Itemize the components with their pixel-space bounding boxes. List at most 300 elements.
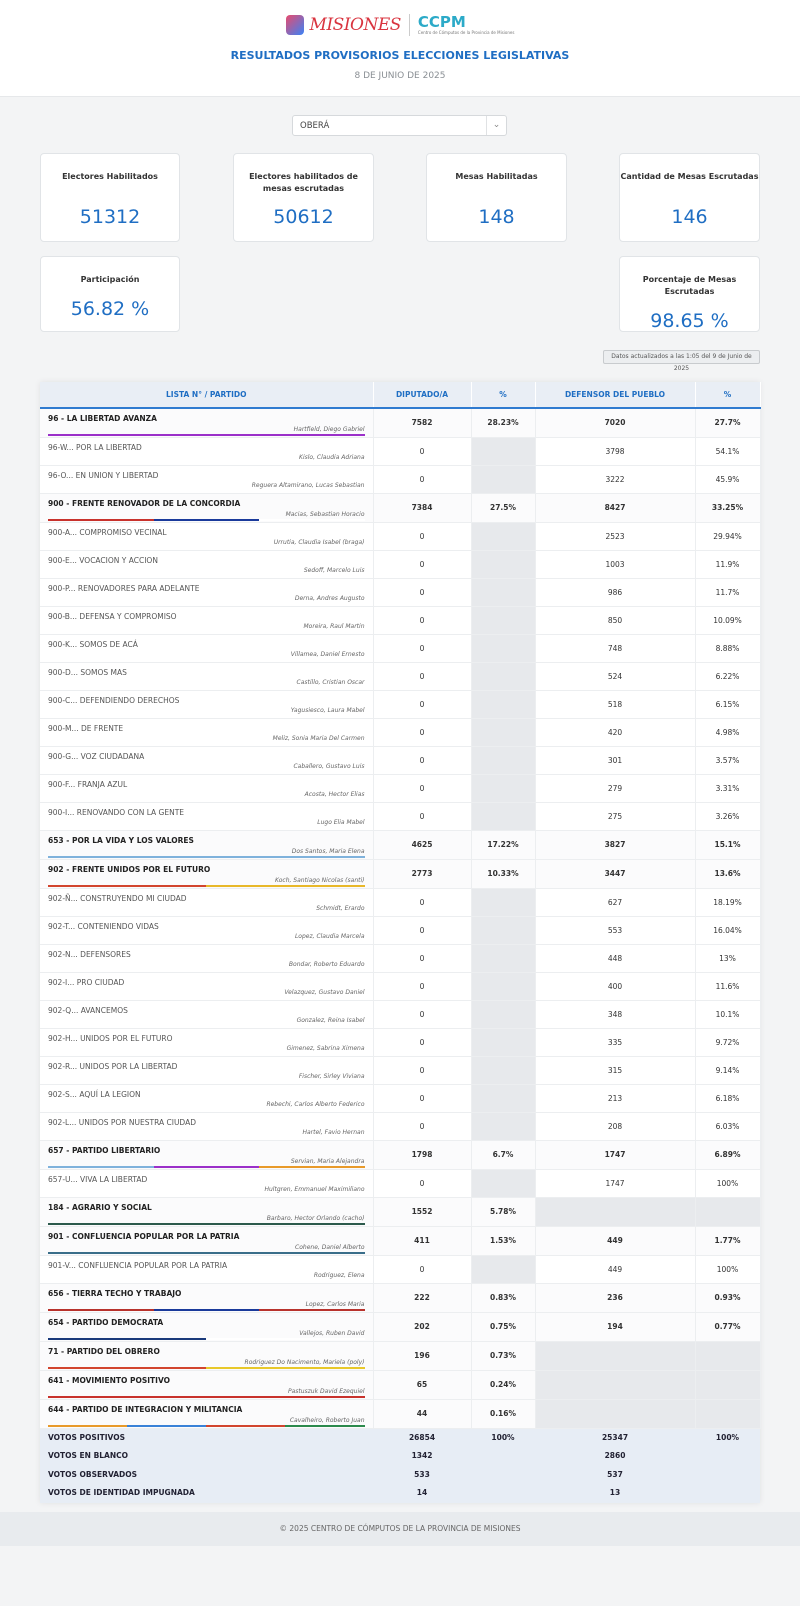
- defensor-pct: 3.57%: [695, 746, 760, 774]
- diputado-votes: 0: [373, 746, 471, 774]
- defensor-votes: 315: [535, 1056, 695, 1084]
- defensor-votes: 3222: [535, 465, 695, 493]
- card-value: 50612: [273, 206, 334, 228]
- candidate-name: Lopez, Claudia Marcela: [294, 932, 365, 940]
- results-table: [40, 382, 760, 1503]
- diputado-pct: [471, 944, 535, 972]
- diputado-votes: 1552: [373, 1197, 471, 1226]
- defensor-votes: 208: [535, 1112, 695, 1140]
- diputado-votes: 0: [373, 1084, 471, 1112]
- sublist-row: [40, 1112, 760, 1140]
- defensor-pct: 8.88%: [695, 634, 760, 662]
- party-cell: [40, 830, 373, 859]
- sublist-row: [40, 550, 760, 578]
- party-name: 657 - PARTIDO LIBERTARIO: [48, 1145, 161, 1155]
- card-label: Electores habilitados de mesas escrutadas: [249, 172, 358, 193]
- misiones-logo-icon: [286, 15, 304, 35]
- sublist-row: [40, 522, 760, 550]
- sublist-row: [40, 774, 760, 802]
- diputado-pct: [471, 774, 535, 802]
- defensor-pct: 1.77%: [695, 1226, 760, 1255]
- candidate-name: Yagusiesco, Laura Mabel: [290, 706, 365, 714]
- sublist-row: [40, 465, 760, 493]
- diputado-pct: [471, 972, 535, 1000]
- card-mesas-habilitadas: [426, 153, 567, 242]
- defensor-pct: [695, 1399, 760, 1428]
- diputado-pct: [471, 465, 535, 493]
- defensor-pct: 10.09%: [695, 606, 760, 634]
- sublist-row: [40, 662, 760, 690]
- party-name: 902-I... PRO CIUDAD: [48, 977, 125, 987]
- totals-defensor-pct: 100%: [695, 1428, 760, 1447]
- candidate-name: Fischer, Sirley Viviana: [298, 1072, 365, 1080]
- party-row: [40, 1226, 760, 1255]
- candidate-name: Reguera Altamirano, Lucas Sebastian: [251, 481, 365, 489]
- diputado-votes: 0: [373, 578, 471, 606]
- card-label: Porcentaje de Mesas Escrutadas: [642, 275, 737, 296]
- diputado-pct: [471, 1028, 535, 1056]
- defensor-pct: 15.1%: [695, 830, 760, 859]
- party-row: [40, 830, 760, 859]
- candidate-name: Kislo, Claudia Adriana: [299, 453, 365, 461]
- party-name: 902-L... UNIDOS POR NUESTRA CIUDAD: [48, 1117, 196, 1127]
- party-row: [40, 1197, 760, 1226]
- party-name: 902-R... UNIDOS POR LA LIBERTAD: [48, 1061, 178, 1071]
- totals-defensor: 537: [535, 1465, 695, 1484]
- party-cell: [40, 522, 373, 550]
- party-row: [40, 1140, 760, 1169]
- candidate-name: Castillo, Cristian Oscar: [296, 678, 365, 686]
- diputado-votes: 0: [373, 802, 471, 830]
- party-name: 902-T... CONTENIENDO VIDAS: [48, 921, 159, 931]
- party-cell: [40, 1312, 373, 1341]
- diputado-votes: 0: [373, 606, 471, 634]
- party-color-bar: [48, 519, 365, 521]
- diputado-pct: [471, 1112, 535, 1140]
- party-cell: [40, 1341, 373, 1370]
- diputado-votes: 44: [373, 1399, 471, 1428]
- party-name: 96-O... EN UNION Y LIBERTAD: [48, 470, 159, 480]
- party-name: 900-F... FRANJA AZUL: [48, 779, 128, 789]
- diputado-votes: 0: [373, 718, 471, 746]
- candidate-name: Moreira, Raul Martin: [303, 622, 365, 630]
- ccpm-brand-sub: Centro de Cómputos de la Provincia de Misiones: [417, 30, 515, 35]
- diputado-votes: 0: [373, 1000, 471, 1028]
- totals-defensor-pct: [695, 1465, 760, 1484]
- diputado-votes: 1798: [373, 1140, 471, 1169]
- defensor-pct: 45.9%: [695, 465, 760, 493]
- candidate-name: Hultgren, Emmanuel Maximiliano: [264, 1185, 365, 1193]
- diputado-pct: 0.24%: [471, 1370, 535, 1399]
- card-value: 148: [478, 206, 515, 228]
- diputado-pct: 10.33%: [471, 859, 535, 888]
- party-row: [40, 1312, 760, 1341]
- party-cell: [40, 1399, 373, 1428]
- updated-badge: Datos actualizados a las 1:05 del 9 de Junio de 2025: [603, 350, 760, 364]
- diputado-votes: 7384: [373, 493, 471, 522]
- party-name: 900-G... VOZ CIUDADANA: [48, 751, 145, 761]
- defensor-pct: 6.89%: [695, 1140, 760, 1169]
- defensor-pct: 6.03%: [695, 1112, 760, 1140]
- sublist-row: [40, 578, 760, 606]
- defensor-votes: [535, 1197, 695, 1226]
- defensor-pct: 54.1%: [695, 437, 760, 465]
- party-name: 654 - PARTIDO DEMOCRATA: [48, 1317, 164, 1327]
- defensor-pct: 6.22%: [695, 662, 760, 690]
- party-cell: [40, 578, 373, 606]
- defensor-pct: 100%: [695, 1169, 760, 1197]
- diputado-pct: [471, 550, 535, 578]
- diputado-votes: 0: [373, 465, 471, 493]
- party-name: 644 - PARTIDO DE INTEGRACION Y MILITANCIA: [48, 1404, 243, 1414]
- diputado-votes: 0: [373, 774, 471, 802]
- party-name: 657-U... VIVA LA LIBERTAD: [48, 1174, 148, 1184]
- candidate-name: Gonzalez, Reina Isabel: [296, 1016, 365, 1024]
- party-color-bar: [48, 1338, 365, 1340]
- party-name: 900-I... RENOVANDO CON LA GENTE: [48, 807, 185, 817]
- page-title: RESULTADOS PROVISORIOS ELECCIONES LEGISLATIVAS: [230, 49, 570, 62]
- defensor-pct: 0.93%: [695, 1283, 760, 1312]
- ccpm-logo: [418, 15, 515, 35]
- defensor-votes: 1747: [535, 1169, 695, 1197]
- header-pct-diputado: %: [471, 382, 535, 408]
- defensor-votes: 627: [535, 888, 695, 916]
- party-name: 900 - FRENTE RENOVADOR DE LA CONCORDIA: [48, 498, 241, 508]
- card-porcentaje-mesas: [619, 256, 760, 332]
- diputado-votes: 0: [373, 1112, 471, 1140]
- party-color-bar: [48, 885, 365, 887]
- defensor-votes: 1747: [535, 1140, 695, 1169]
- candidate-name: Dos Santos, Maria Elena: [291, 847, 365, 855]
- card-label: Cantidad de Mesas Escrutadas: [620, 172, 759, 181]
- defensor-votes: 279: [535, 774, 695, 802]
- diputado-pct: 0.16%: [471, 1399, 535, 1428]
- defensor-pct: [695, 1197, 760, 1226]
- defensor-votes: 301: [535, 746, 695, 774]
- defensor-pct: [695, 1370, 760, 1399]
- sublist-row: [40, 802, 760, 830]
- party-cell: [40, 944, 373, 972]
- defensor-pct: 6.15%: [695, 690, 760, 718]
- party-name: 902-Q... AVANCEMOS: [48, 1005, 128, 1015]
- candidate-name: Macias, Sebastian Horacio: [285, 510, 365, 518]
- page-date: 8 DE JUNIO DE 2025: [354, 71, 446, 81]
- party-name: 900-K... SOMOS DE ACÁ: [48, 639, 138, 649]
- defensor-votes: 400: [535, 972, 695, 1000]
- sublist-row: [40, 1169, 760, 1197]
- diputado-votes: 65: [373, 1370, 471, 1399]
- diputado-votes: 0: [373, 690, 471, 718]
- card-value: 98.65 %: [650, 310, 729, 332]
- defensor-votes: 236: [535, 1283, 695, 1312]
- card-mesas-escrutadas: [619, 153, 760, 242]
- totals-label: VOTOS DE IDENTIDAD IMPUGNADA: [40, 1484, 373, 1503]
- diputado-votes: 4625: [373, 830, 471, 859]
- party-row: [40, 1341, 760, 1370]
- diputado-pct: [471, 634, 535, 662]
- party-cell: [40, 634, 373, 662]
- party-row: [40, 1399, 760, 1428]
- defensor-pct: 11.7%: [695, 578, 760, 606]
- sublist-row: [40, 437, 760, 465]
- diputado-votes: 0: [373, 1056, 471, 1084]
- card-value: 56.82 %: [70, 298, 150, 320]
- defensor-votes: 335: [535, 1028, 695, 1056]
- candidate-name: Meliz, Sonia Maria Del Carmen: [272, 734, 365, 742]
- party-row: [40, 1370, 760, 1399]
- candidate-name: Lopez, Carlos Maria: [305, 1300, 365, 1308]
- party-name: 902-S... AQUÍ LA LEGION: [48, 1089, 141, 1099]
- defensor-votes: 2523: [535, 522, 695, 550]
- defensor-votes: 420: [535, 718, 695, 746]
- candidate-name: Caballero, Gustavo Luis: [293, 762, 365, 770]
- diputado-votes: 222: [373, 1283, 471, 1312]
- party-color-bar: [48, 1309, 365, 1311]
- defensor-votes: 1003: [535, 550, 695, 578]
- candidate-name: Servian, Maria Alejandra: [290, 1157, 365, 1165]
- candidate-name: Villamea, Daniel Ernesto: [290, 650, 365, 658]
- defensor-pct: 13%: [695, 944, 760, 972]
- department-select[interactable]: [292, 115, 507, 136]
- totals-row: [40, 1428, 760, 1447]
- totals-diputado-pct: [471, 1484, 535, 1503]
- diputado-pct: 1.53%: [471, 1226, 535, 1255]
- defensor-pct: 9.72%: [695, 1028, 760, 1056]
- logo-text: MISIONES: [309, 15, 401, 35]
- diputado-votes: 196: [373, 1341, 471, 1370]
- party-cell: [40, 465, 373, 493]
- sublist-row: [40, 746, 760, 774]
- diputado-pct: 17.22%: [471, 830, 535, 859]
- defensor-pct: 29.94%: [695, 522, 760, 550]
- defensor-votes: [535, 1370, 695, 1399]
- diputado-votes: 0: [373, 522, 471, 550]
- candidate-name: Velazquez, Gustavo Daniel: [284, 988, 365, 996]
- defensor-votes: 518: [535, 690, 695, 718]
- diputado-votes: 0: [373, 916, 471, 944]
- diputado-pct: 0.75%: [471, 1312, 535, 1341]
- defensor-pct: 3.26%: [695, 802, 760, 830]
- candidate-name: Vallejos, Ruben David: [299, 1329, 365, 1337]
- party-name: 96-W... POR LA LIBERTAD: [48, 442, 142, 452]
- sublist-row: [40, 1028, 760, 1056]
- party-name: 900-M... DE FRENTE: [48, 723, 124, 733]
- party-color-bar: [48, 1396, 365, 1398]
- defensor-votes: [535, 1341, 695, 1370]
- party-cell: [40, 1283, 373, 1312]
- defensor-pct: 11.9%: [695, 550, 760, 578]
- party-row: [40, 1283, 760, 1312]
- defensor-votes: 194: [535, 1312, 695, 1341]
- chevron-down-icon[interactable]: ⌄: [486, 116, 506, 135]
- defensor-votes: 748: [535, 634, 695, 662]
- diputado-pct: [471, 606, 535, 634]
- party-cell: [40, 690, 373, 718]
- defensor-pct: 18.19%: [695, 888, 760, 916]
- defensor-votes: 7020: [535, 408, 695, 437]
- candidate-name: Lugo Elia Mabel: [317, 818, 365, 826]
- candidate-name: Hartfield, Diego Gabriel: [293, 425, 365, 433]
- logo: [0, 12, 800, 38]
- party-name: 901-V... CONFLUENCIA POPULAR POR LA PATRIA: [48, 1260, 228, 1270]
- party-row: [40, 859, 760, 888]
- party-cell: [40, 1056, 373, 1084]
- defensor-pct: 16.04%: [695, 916, 760, 944]
- department-select-value: OBERÁ: [300, 121, 330, 131]
- party-color-bar: [48, 1223, 365, 1225]
- candidate-name: Derna, Andres Augusto: [294, 594, 365, 602]
- diputado-pct: [471, 578, 535, 606]
- defensor-votes: 8427: [535, 493, 695, 522]
- diputado-votes: 411: [373, 1226, 471, 1255]
- defensor-pct: 10.1%: [695, 1000, 760, 1028]
- totals-defensor: 13: [535, 1484, 695, 1503]
- sublist-row: [40, 606, 760, 634]
- diputado-votes: 0: [373, 1255, 471, 1283]
- defensor-pct: 27.7%: [695, 408, 760, 437]
- party-cell: [40, 774, 373, 802]
- defensor-votes: 449: [535, 1226, 695, 1255]
- defensor-pct: 9.14%: [695, 1056, 760, 1084]
- header: [0, 0, 800, 97]
- candidate-name: Barbaro, Hector Orlando (cacho): [266, 1214, 365, 1222]
- party-cell: [40, 1197, 373, 1226]
- defensor-votes: [535, 1399, 695, 1428]
- sublist-row: [40, 634, 760, 662]
- defensor-pct: 0.77%: [695, 1312, 760, 1341]
- party-name: 71 - PARTIDO DEL OBRERO: [48, 1346, 160, 1356]
- card-label: Participación: [80, 275, 140, 284]
- diputado-pct: [471, 522, 535, 550]
- totals-row: [40, 1484, 760, 1503]
- diputado-votes: 0: [373, 550, 471, 578]
- party-cell: [40, 1028, 373, 1056]
- diputado-pct: [471, 1255, 535, 1283]
- candidate-name: Urrutia, Claudia Isabel (braga): [273, 538, 365, 546]
- sublist-row: [40, 1255, 760, 1283]
- card-electores-mesas-escrutadas: [233, 153, 374, 242]
- sublist-row: [40, 916, 760, 944]
- sublist-row: [40, 690, 760, 718]
- diputado-pct: [471, 437, 535, 465]
- sublist-row: [40, 888, 760, 916]
- defensor-pct: 4.98%: [695, 718, 760, 746]
- diputado-pct: [471, 802, 535, 830]
- defensor-votes: 213: [535, 1084, 695, 1112]
- party-cell: [40, 1112, 373, 1140]
- totals-defensor: 2860: [535, 1447, 695, 1466]
- diputado-pct: [471, 888, 535, 916]
- diputado-pct: [471, 916, 535, 944]
- totals-defensor-pct: [695, 1447, 760, 1466]
- diputado-pct: 5.78%: [471, 1197, 535, 1226]
- party-cell: [40, 859, 373, 888]
- candidate-name: Schmidt, Erardo: [316, 904, 365, 912]
- candidate-name: Cohene, Daniel Alberto: [295, 1243, 365, 1251]
- header-pct-defensor: %: [695, 382, 760, 408]
- totals-label: VOTOS POSITIVOS: [40, 1428, 373, 1447]
- party-cell: [40, 1000, 373, 1028]
- party-name: 184 - AGRARIO Y SOCIAL: [48, 1202, 152, 1212]
- party-name: 902-H... UNIDOS POR EL FUTURO: [48, 1033, 173, 1043]
- totals-diputado-pct: 100%: [471, 1428, 535, 1447]
- card-participacion: [40, 256, 180, 332]
- logo-divider: [409, 14, 410, 36]
- totals-diputado-pct: [471, 1447, 535, 1466]
- defensor-votes: 553: [535, 916, 695, 944]
- party-row: [40, 493, 760, 522]
- party-name: 900-B... DEFENSA Y COMPROMISO: [48, 611, 177, 621]
- party-cell: [40, 493, 373, 522]
- candidate-name: Rodriguez Do Nacimento, Mariela (poly): [244, 1358, 365, 1366]
- party-cell: [40, 746, 373, 774]
- defensor-votes: 348: [535, 1000, 695, 1028]
- defensor-votes: 3827: [535, 830, 695, 859]
- card-label: Electores Habilitados: [62, 172, 158, 181]
- party-cell: [40, 662, 373, 690]
- diputado-votes: 0: [373, 634, 471, 662]
- party-cell: [40, 606, 373, 634]
- party-cell: [40, 888, 373, 916]
- party-cell: [40, 1140, 373, 1169]
- party-cell: [40, 1226, 373, 1255]
- sublist-row: [40, 1000, 760, 1028]
- party-name: 902-Ñ... CONSTRUYENDO MI CIUDAD: [48, 893, 187, 903]
- candidate-name: Pastuszuk David Ezequiel: [287, 1387, 365, 1395]
- party-color-bar: [48, 1425, 365, 1427]
- sublist-row: [40, 1056, 760, 1084]
- party-cell: [40, 1084, 373, 1112]
- defensor-votes: 850: [535, 606, 695, 634]
- diputado-pct: 0.83%: [471, 1283, 535, 1312]
- defensor-votes: 524: [535, 662, 695, 690]
- totals-row: [40, 1465, 760, 1484]
- party-cell: [40, 718, 373, 746]
- diputado-pct: 27.5%: [471, 493, 535, 522]
- party-row: [40, 408, 760, 437]
- candidate-name: Cavalheiro, Roberto Juan: [289, 1416, 365, 1424]
- party-cell: [40, 408, 373, 437]
- party-name: 902-N... DEFENSORES: [48, 949, 131, 959]
- defensor-votes: 448: [535, 944, 695, 972]
- defensor-pct: [695, 1341, 760, 1370]
- totals-label: VOTOS OBSERVADOS: [40, 1465, 373, 1484]
- candidate-name: Hartel, Favio Hernan: [302, 1128, 365, 1136]
- totals-defensor: 25347: [535, 1428, 695, 1447]
- party-name: 900-D... SOMOS MAS: [48, 667, 127, 677]
- party-name: 900-C... DEFENDIENDO DERECHOS: [48, 695, 180, 705]
- totals-row: [40, 1447, 760, 1466]
- defensor-pct: 33.25%: [695, 493, 760, 522]
- totals-diputado: 533: [373, 1465, 471, 1484]
- defensor-votes: 986: [535, 578, 695, 606]
- defensor-pct: 13.6%: [695, 859, 760, 888]
- diputado-pct: 0.73%: [471, 1341, 535, 1370]
- totals-label: VOTOS EN BLANCO: [40, 1447, 373, 1466]
- card-value: 51312: [79, 206, 141, 228]
- party-color-bar: [48, 1252, 365, 1254]
- party-color-bar: [48, 1166, 365, 1168]
- party-color-bar: [48, 1367, 365, 1369]
- totals-diputado: 26854: [373, 1428, 471, 1447]
- diputado-pct: [471, 662, 535, 690]
- footer: © 2025 CENTRO DE CÓMPUTOS DE LA PROVINCIA DE MISIONES: [0, 1512, 800, 1546]
- party-name: 641 - MOVIMIENTO POSITIVO: [48, 1375, 170, 1385]
- party-cell: [40, 972, 373, 1000]
- party-cell: [40, 1370, 373, 1399]
- header-lista: LISTA N° / PARTIDO: [40, 382, 373, 408]
- diputado-votes: 0: [373, 1028, 471, 1056]
